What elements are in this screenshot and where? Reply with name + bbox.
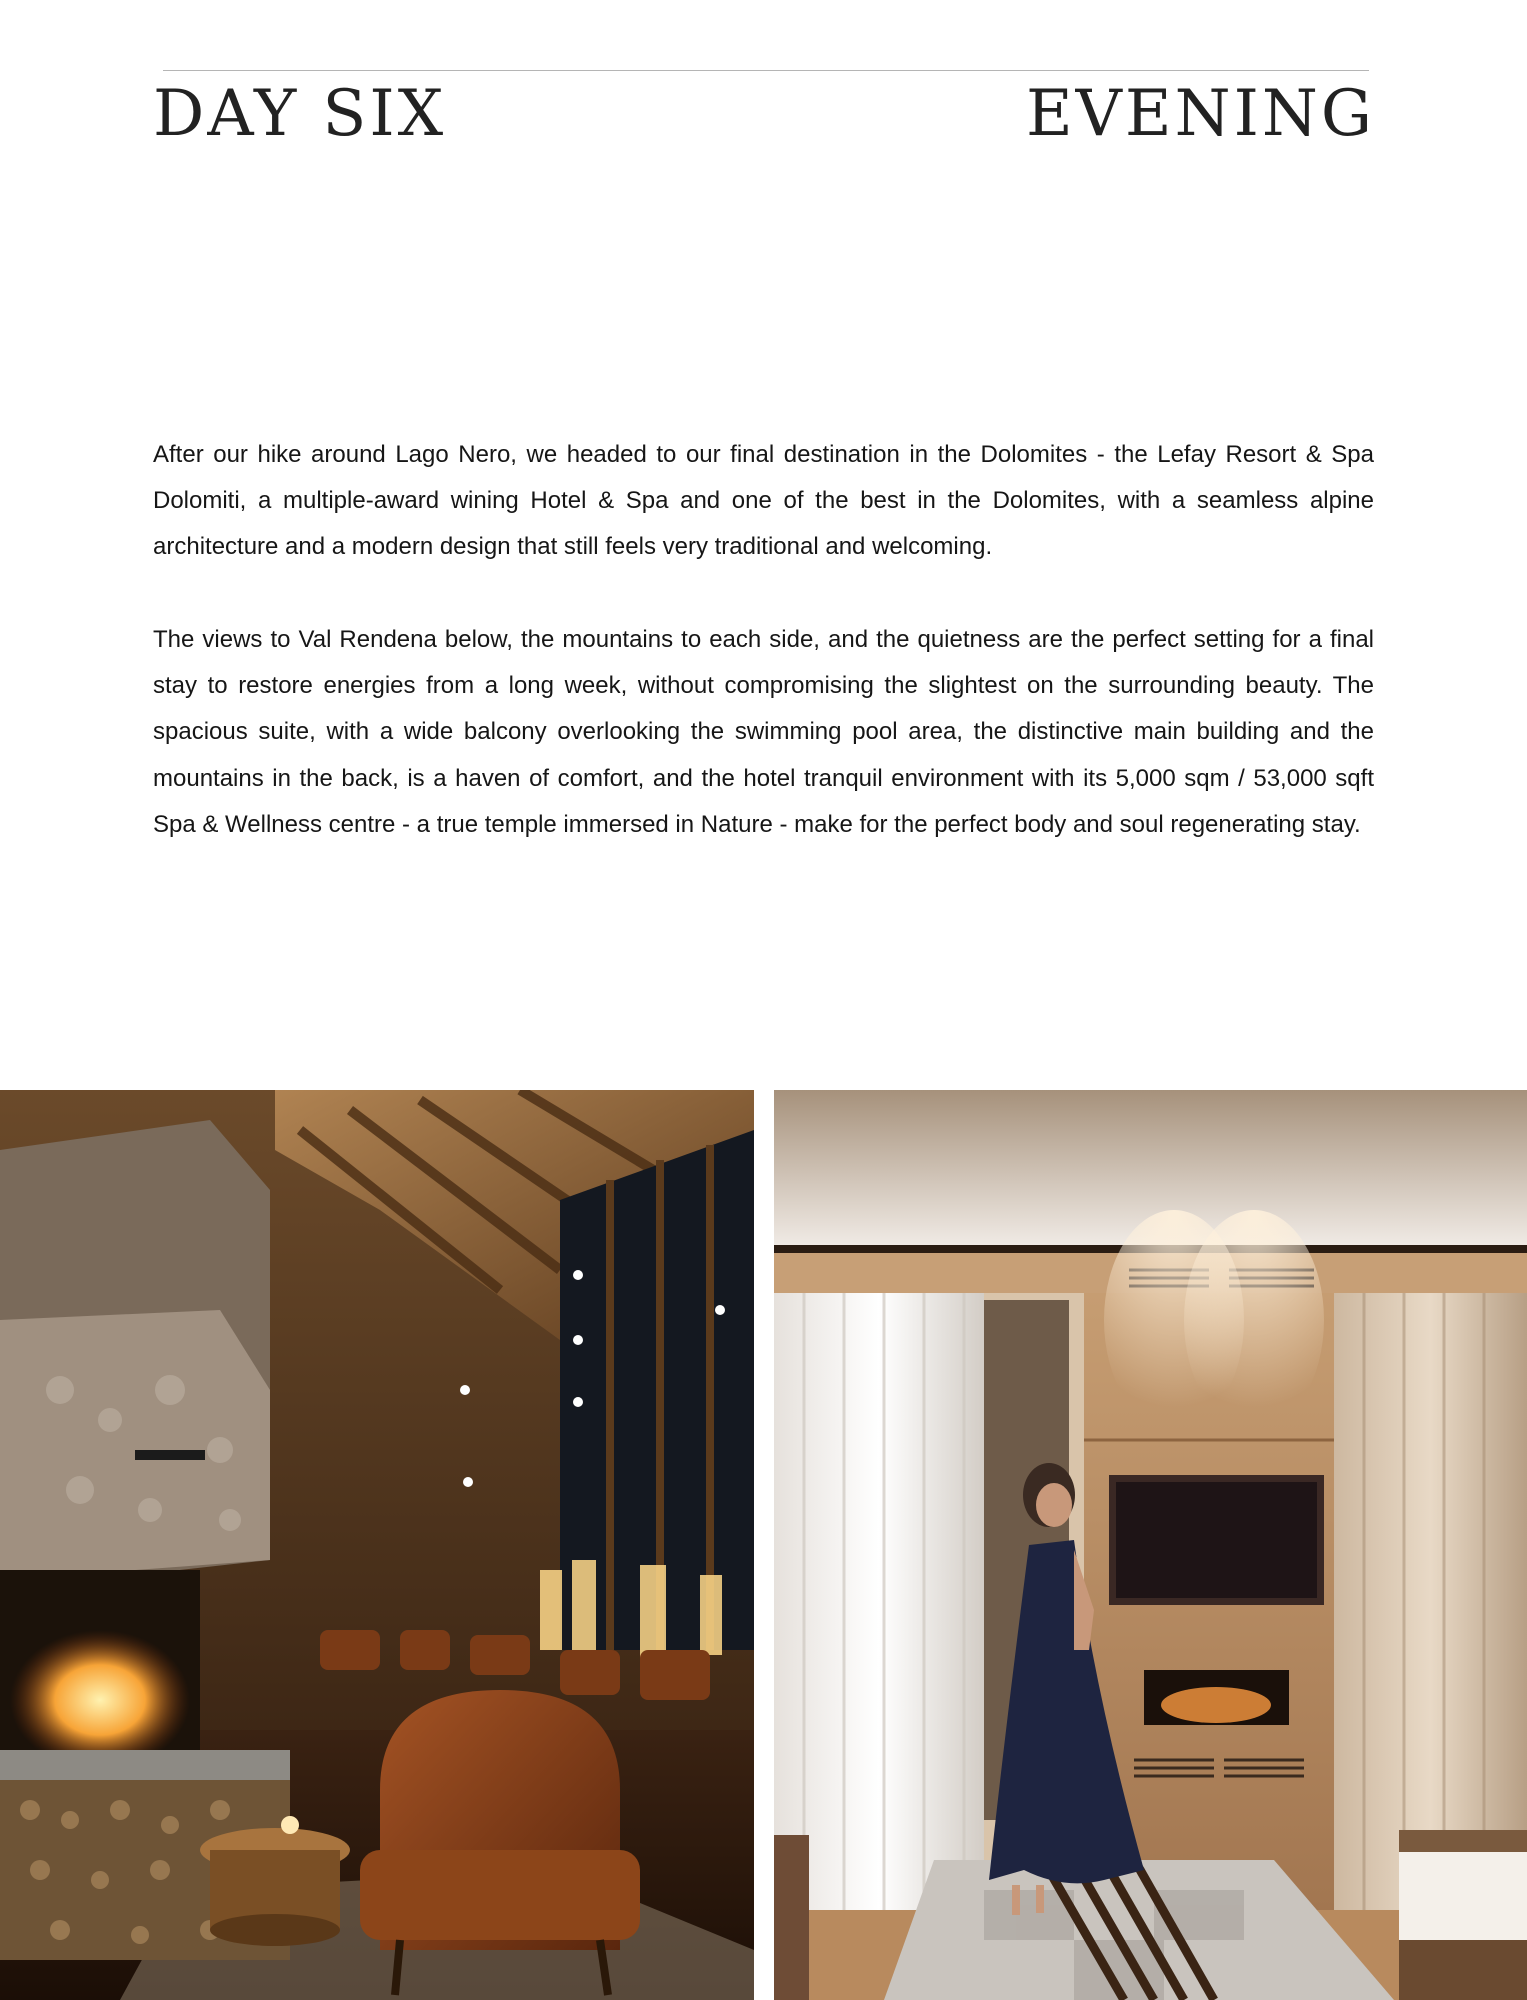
day-heading: DAY SIX [153, 77, 447, 151]
time-heading: EVENING [1025, 77, 1375, 151]
header-divider [163, 70, 1369, 71]
lounge-fireplace-photo [0, 1090, 754, 2000]
description-paragraph: The views to Val Rendena below, the mountains to each side, and the quietness are the perfect setting for a final stay to restore energies from a long week, without compromising the slightest on the surrounding beauty. The spacious suite, with a wide balcony overlooking the swimming pool area, the distinctive main building and the mountains in the back, is a haven of comfort, and the hotel tranquil environment with its 5,000 sqm / 53,000 sqft Spa & Wellness centre - a true temple immersed in Nature - make for the perfect body and soul regenerating stay. [153, 626, 1374, 838]
intro-paragraph: After our hike around Lago Nero, we headed to our final destination in the Dolomites - the Lefay Resort & Spa Dolomiti, a multiple-award wining Hotel & Spa and one of the best in the Dolomites, with a seamless alpine architecture and a modern design that still feels very traditional and welcoming. [153, 441, 1374, 561]
suite-bedroom-photo [774, 1090, 1527, 2000]
